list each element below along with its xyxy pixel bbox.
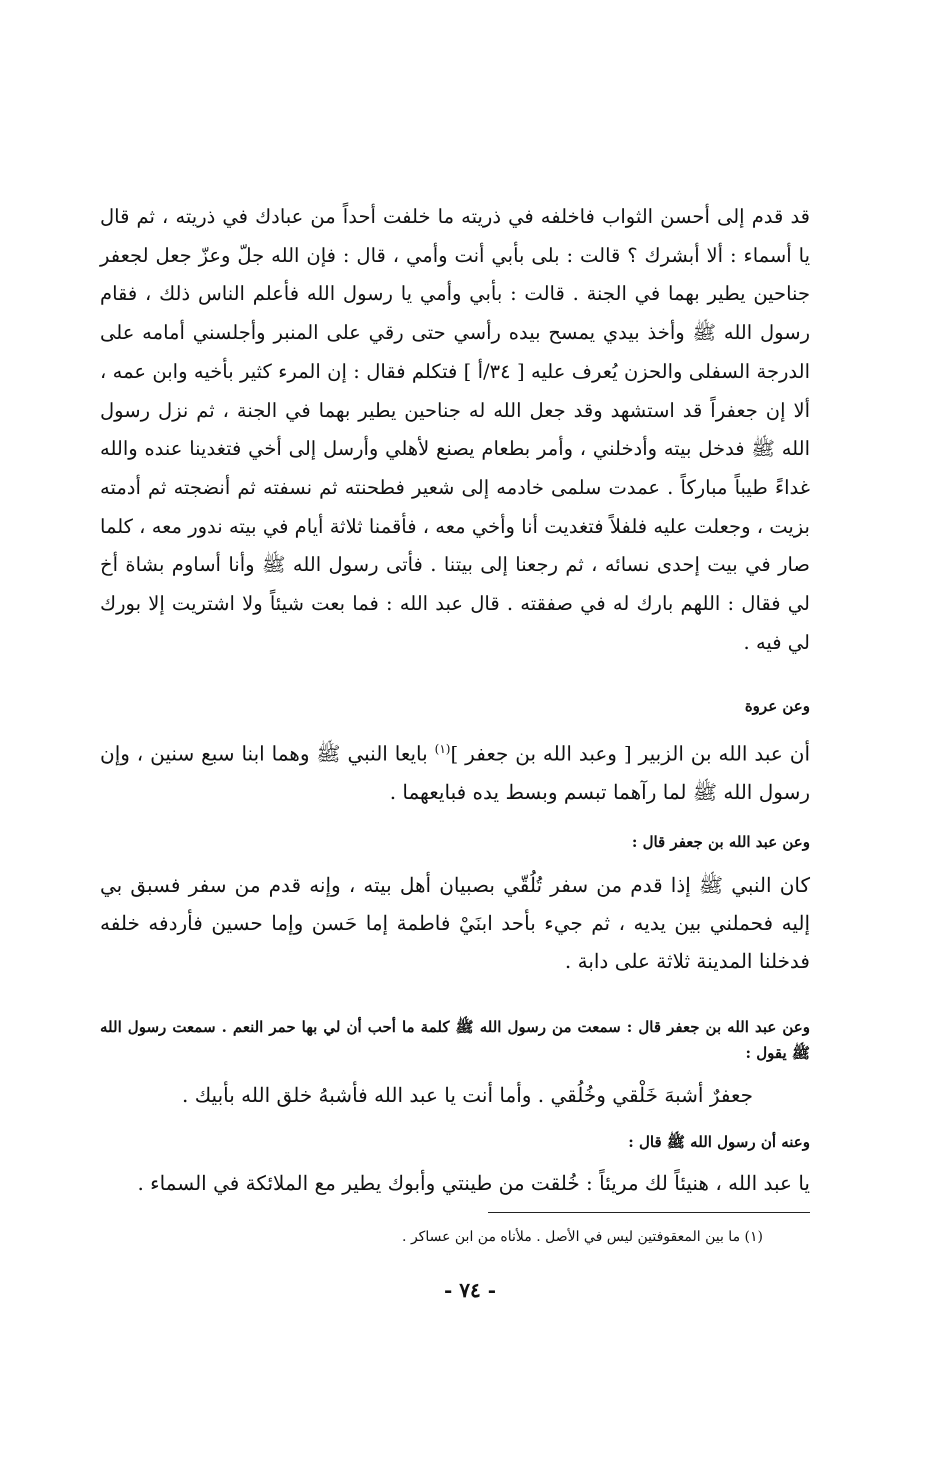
- footnote: [100, 1226, 763, 1248]
- page-number: - ٧٤ -: [443, 1278, 496, 1302]
- hadith-text-urwa: [100, 730, 810, 811]
- hadith-text-abdullah-1: كان النبي ﷺ إذا قدم من سفر تُلُقّي بصبيان أهل بيته ، وإنه قدم من سفر فسبق بي إليه فحملني بين يديه ، ثم جيء بأحد ابنَيْ فاطمة إما حَسن وإما حسين فأردفه خلفه فدخلنا المدينة ثلاثة على دابة .: [100, 873, 810, 973]
- hadith-text-abdullah-2: جعفرٌ أشبهَ خَلْقي وخُلُقي . وأما أنت يا عبد الله فأشبهُ خلق الله بأبيك .: [181, 1083, 753, 1107]
- footnote-marker[interactable]: (١): [434, 742, 451, 756]
- section-heading-abdullah-1: وعن عبد الله بن جعفر قال :: [631, 833, 810, 851]
- section-heading-abdullah-2: وعن عبد الله بن جعفر قال : سمعت من رسول الله ﷺ كلمة ما أحب أن لي بها حمر النعم . سمعت رسول الله ﷺ يقول :: [100, 1018, 810, 1062]
- footnote-number: (١): [744, 1229, 763, 1245]
- main-paragraph: [100, 198, 810, 662]
- hadith-text-urwa-part2: بايعا النبي ﷺ وهما ابنا سبع سنين ، وإن رسول الله ﷺ لما رآهما تبسم وبسط يده فبايعهما .: [100, 741, 810, 804]
- main-paragraph-text: قد قدم إلى أحسن الثواب فاخلفه في ذريته ما خلفت أحداً من عبادك في ذريته ، ثم قال يا أسماء : ألا أبشرك ؟ قالت : بلى بأبي أنت وأمي ، قال : فإن الله جلّ وعزّ جعل لجعفر جناحين يطير بهما في الجنة . قالت : بأبي وأمي يا رسول الله فأعلم الناس ذلك ، فقام رسول الله ﷺ وأخذ بيدي يمسح بيده رأسي حتى رقي على المنبر وأجلسني أمامه على الدرجة السفلى والحزن يُعرف عليه [ ٣٤/أ ] فتكلم فقال : إن المرء كثير بأخيه وابن عمه ، ألا إن جعفراً قد استشهد وقد جعل الله له جناحين يطير بهما في الجنة ، ثم نزل رسول الله ﷺ فدخل بيته وأدخلني ، وأمر بطعام يصنع لأهلي وأرسل إلى أخي فتغدينا عنده والله غداءً طيباً مباركاً . عمدت سلمى خادمه إلى شعير فطحنته ثم نسفته ثم أنضجته ثم أدمته بزيت ، وجعلت عليه فلفلاً فتغديت أنا وأخي معه ، فأقمنا ثلاثة أيام في بيته ندور معه ، كلما صار في بيت إحدى نسائه ، ثم رجعنا إلى بيتنا . فأتى رسول الله ﷺ وأنا أساوم بشاة أخ لي فقال : اللهم بارك له في صفقته . قال عبد الله : فما بعت شيئاً ولا اشتريت إلا بورك لي فيه .: [100, 205, 811, 654]
- footnote-divider: [488, 1212, 810, 1213]
- section-heading-urwa: وعن عروة: [744, 697, 810, 715]
- hadith-text-urwa-part1: أن عبد الله بن الزبير [ وعبد الله بن جعفر ]: [450, 741, 810, 766]
- section-heading-abdullah-3: وعنه أن رسول الله ﷺ قال :: [628, 1133, 810, 1151]
- footnote-text: ما بين المعقوفتين ليس في الأصل . ملأناه من ابن عساكر .: [402, 1229, 741, 1245]
- hadith-text-abdullah-3: يا عبد الله ، هنيئاً لك مريئاً : خُلقت من طينتي وأبوك يطير مع الملائكة في السماء .: [137, 1171, 810, 1195]
